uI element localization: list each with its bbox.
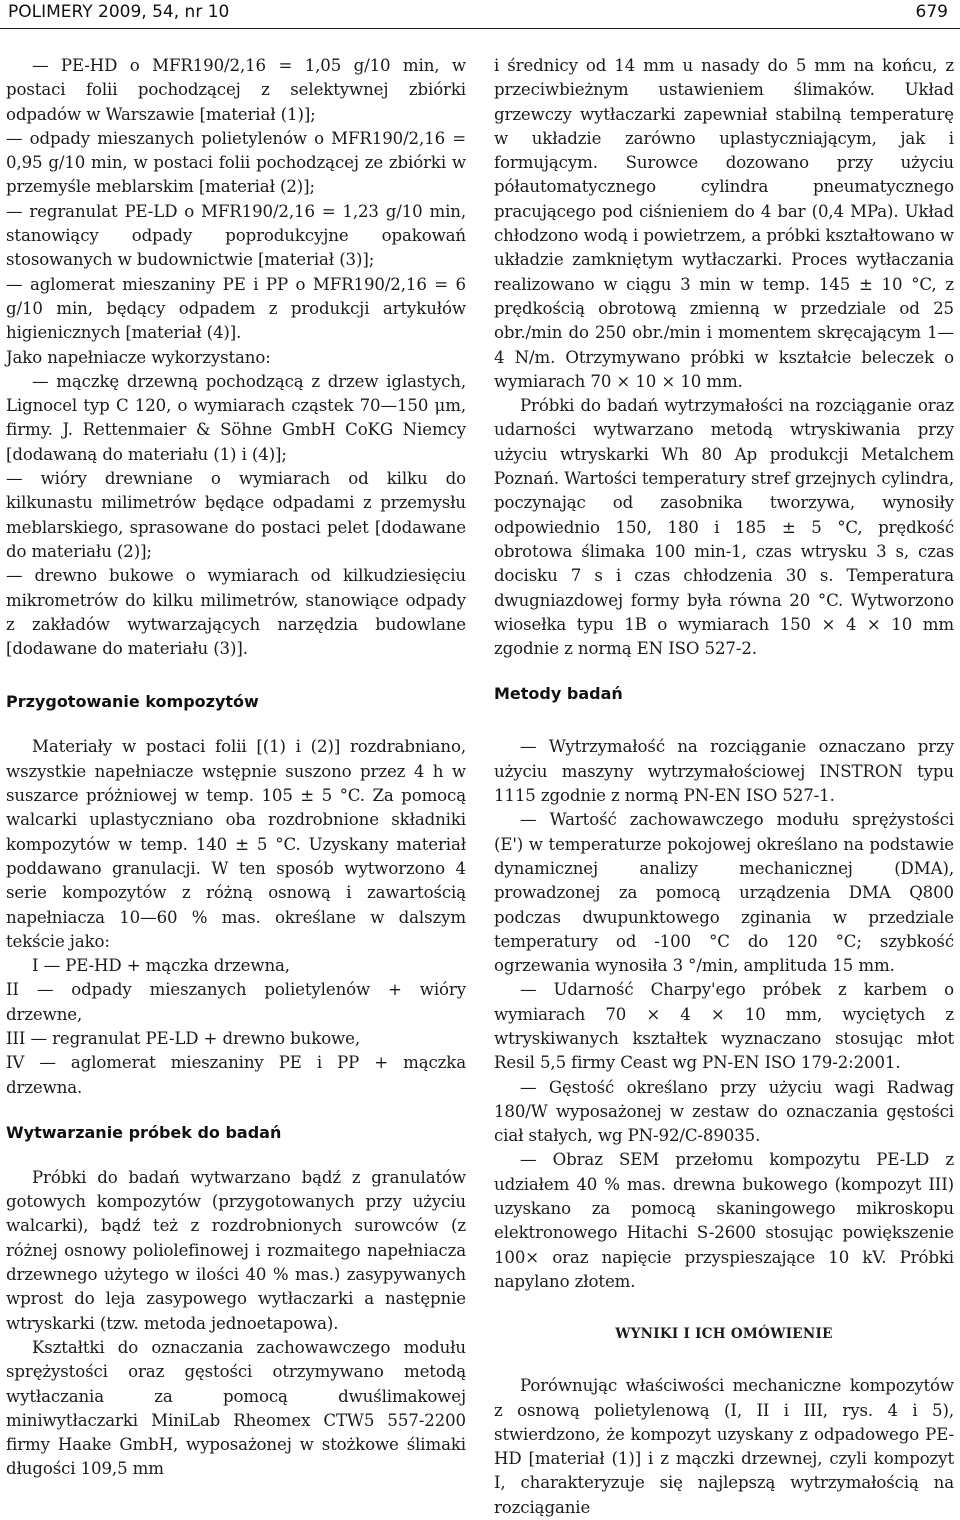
injection-paragraph: Próbki do badań wytrzymałości na rozciąganie oraz udarności wytwarzano metodą wtryskiwania przy użyciu wtryskarki Wh 80 Ap produkcji Metalchem Poznań. Wartości temperatury stref grzejnych cylindra, poczynając od zasobnika tworzywa, wynosiły odpowiednio 150, 180 i 185 ± 5 °C, prędkość obrotowa ślimaka 100 min-1, czas wtrysku 3 s, czas docisku 7 s i czas chłodzenia 30 s. Temperatura dwugniazdowej formy była równa 20 °C. Wytworzono wiosełka typu 1B o wymiarach 150 × 4 × 10 mm zgodnie z normą EN ISO 527-2. [494,396,954,659]
method-dma: — Wartość zachowawczego modułu sprężystości (E') w temperaturze pokojowej określano na podstawie dynamicznej analizy mechanicznej (DMA), prowadzonej za pomocą urządzenia DMA Q800 podczas dwupunktowego zginania w przedziale temperatury od -100 °C do 120 °C; szybkość ogrzewania wynosiła 3 °/min, amplituda 15 mm. [494,810,954,976]
method-charpy: — Udarność Charpy'ego próbek z karbem o wymiarach 70 × 4 × 10 mm, wyciętych z wtryskiwanych kształtek wyznaczano stosując młot Resil 5,5 firmy Ceast wg PN-EN ISO 179-2:2001. [494,980,954,1073]
results-paragraph: Porównując właściwości mechaniczne kompozytów z osnową polietylenową (I, II i III, rys. 4 i 5), stwierdzono, że kompozyt uzyskany z odpadowego PE-HD [materiał (1)] i z mączki drzewnej, czyli kompozyt I, charakteryzuje się najlepszą wytrzymałością na rozciąganie [494,1376,954,1517]
left-column [6,54,466,1482]
heading-composite-preparation: Przygotowanie kompozytów [6,692,259,712]
heading-sample-preparation: Wytwarzanie próbek do badań [6,1122,282,1142]
samples-paragraph-1: Próbki do badań wytwarzano bądź z granulatów gotowych kompozytów (przygotowanych przy użyciu walcarki), bądź też z rozdrobnionych surowców (z różnej osnowy poliolefinowej i rozmaitego napełniacza drzewnego użytego w ilości 40 % mas.) zasypywanych wprost do leja zasypowego wytłaczarki a następnie wtryskarki (tzw. metoda jednoetapowa). [6,1167,466,1333]
fillers-intro: Jako napełniacze wykorzystano: [6,347,271,367]
extrusion-paragraph: i średnicy od 14 mm u nasady do 5 mm na końcu, z przeciwbieżnym ustawieniem ślimaków. Układ grzewczy wytłaczarki zapewniał stabilną temperaturę w układzie zarówno uplastyczniającym, jak i formującym. Surowce dozowano przy użyciu półautomatycznego cylindra pneumatycznego pracującego pod ciśnieniem do 4 bar (0,4 MPa). Układ chłodzono wodą i powietrzem, a próbki kształtowano w układzie zamkniętym wytłaczarki. Proces wytłaczania realizowano w ciągu 3 min w temp. 145 ± 10 °C, z prędkością obrotową zmienną w przedziale od 25 obr./min do 250 obr./min i momentem skręcającym 1—4 N/m. Otrzymywano próbki w kształcie beleczek o wymiarach 70 × 10 × 10 mm. [494,56,954,391]
page-number: 679 [915,2,948,22]
running-header [8,0,952,24]
samples-paragraph-2: Kształtki do oznaczania zachowawczego modułu sprężystości oraz gęstości otrzymywano metodą wytłaczania za pomocą dwuślimakowej miniwytłaczarki MiniLab Rheomex CTW5 557-2200 firmy Haake GmbH, wyposażonej w stożkowe ślimaki długości 109,5 mm [6,1337,466,1479]
heading-results: WYNIKI I ICH OMÓWIENIE [615,1326,833,1343]
right-column [494,54,954,1520]
fillers-list: — mączkę drzewną pochodzącą z drzew iglastych, Lignocel typ C 120, o wymiarach cząstek 70—150 μm, firmy. J. Rettenmaier & Söhne GmbH CoKG Niemcy [dodawaną do materiału (1) i (4)]; — wióry drewniane o wymiarach od kilku do kilkunastu milimetrów będące odpadami z przemysłu meblarskiego, sprasowane do postaci pelet [dodawane do materiału (2)]; — drewno bukowe o wymiarach od kilkudziesięciu mikrometrów do kilku milimetrów, stanowiące odpady z zakładów wytwarzających narzędzia budowlane [dodawane do materiału (3)]. [6,371,466,659]
header-rule [0,28,960,29]
method-density: — Gęstość określano przy użyciu wagi Radwag 180/W wyposażonej w zestaw do oznaczania gęstości ciał stałych, wg PN-92/C-89035. [494,1077,954,1146]
series-list: I — PE-HD + mączka drzewna, II — odpady mieszanych polietylenów + wióry drzewne, III — regranulat PE-LD + drewno bukowe, IV — aglomerat mieszaniny PE i PP + mączka drzewna. [6,956,466,1097]
method-tensile: — Wytrzymałość na rozciąganie oznaczano przy użyciu maszyny wytrzymałościowej INSTRON typu 1115 zgodnie z normą PN-EN ISO 527-1. [494,737,954,806]
preparation-paragraph: Materiały w postaci folii [(1) i (2)] rozdrabniano, wszystkie napełniacze wstępnie suszono przez 4 h w suszarce próżniowej w temp. 105 ± 5 °C. Za pomocą walcarki uplastyczniano oba rozdrobnione składniki kompozytów w temp. 140 ± 5 °C. Uzyskany materiał poddawano granulacji. W ten sposób wytworzono 4 serie kompozytów z różną osnową i zawartością napełniacza 10—60 % mas. określane w dalszym tekście jako: [6,737,466,951]
journal-reference: POLIMERY 2009, 54, nr 10 [8,2,230,22]
materials-list: — PE-HD o MFR190/2,16 = 1,05 g/10 min, w postaci folii pochodzącej z selektywnej zbiórki odpadów w Warszawie [materiał (1)]; — odpady mieszanych polietylenów o MFR190/2,16 = 0,95 g/10 min, w postaci folii pochodzącej ze zbiórki w przemyśle meblarskim [materiał (2)]; — regranulat PE-LD o MFR190/2,16 = 1,23 g/10 min, stanowiący odpady poprodukcyjne opakowań stosowanych w budownictwie [materiał (3)]; — aglomerat mieszaniny PE i PP o MFR190/2,16 = 6 g/10 min, będący odpadem z produkcji artykułów higienicznych [materiał (4)]. [6,56,466,343]
heading-test-methods: Metody badań [494,684,623,704]
method-sem: — Obraz SEM przełomu kompozytu PE-LD z udziałem 40 % mas. drewna bukowego (kompozyt III) uzyskano za pomocą skaningowego mikroskopu elektronowego Hitachi S-2600 stosując powiększenie 100× oraz napięcie przyspieszające 10 kV. Próbki napylano złotem. [494,1150,954,1291]
